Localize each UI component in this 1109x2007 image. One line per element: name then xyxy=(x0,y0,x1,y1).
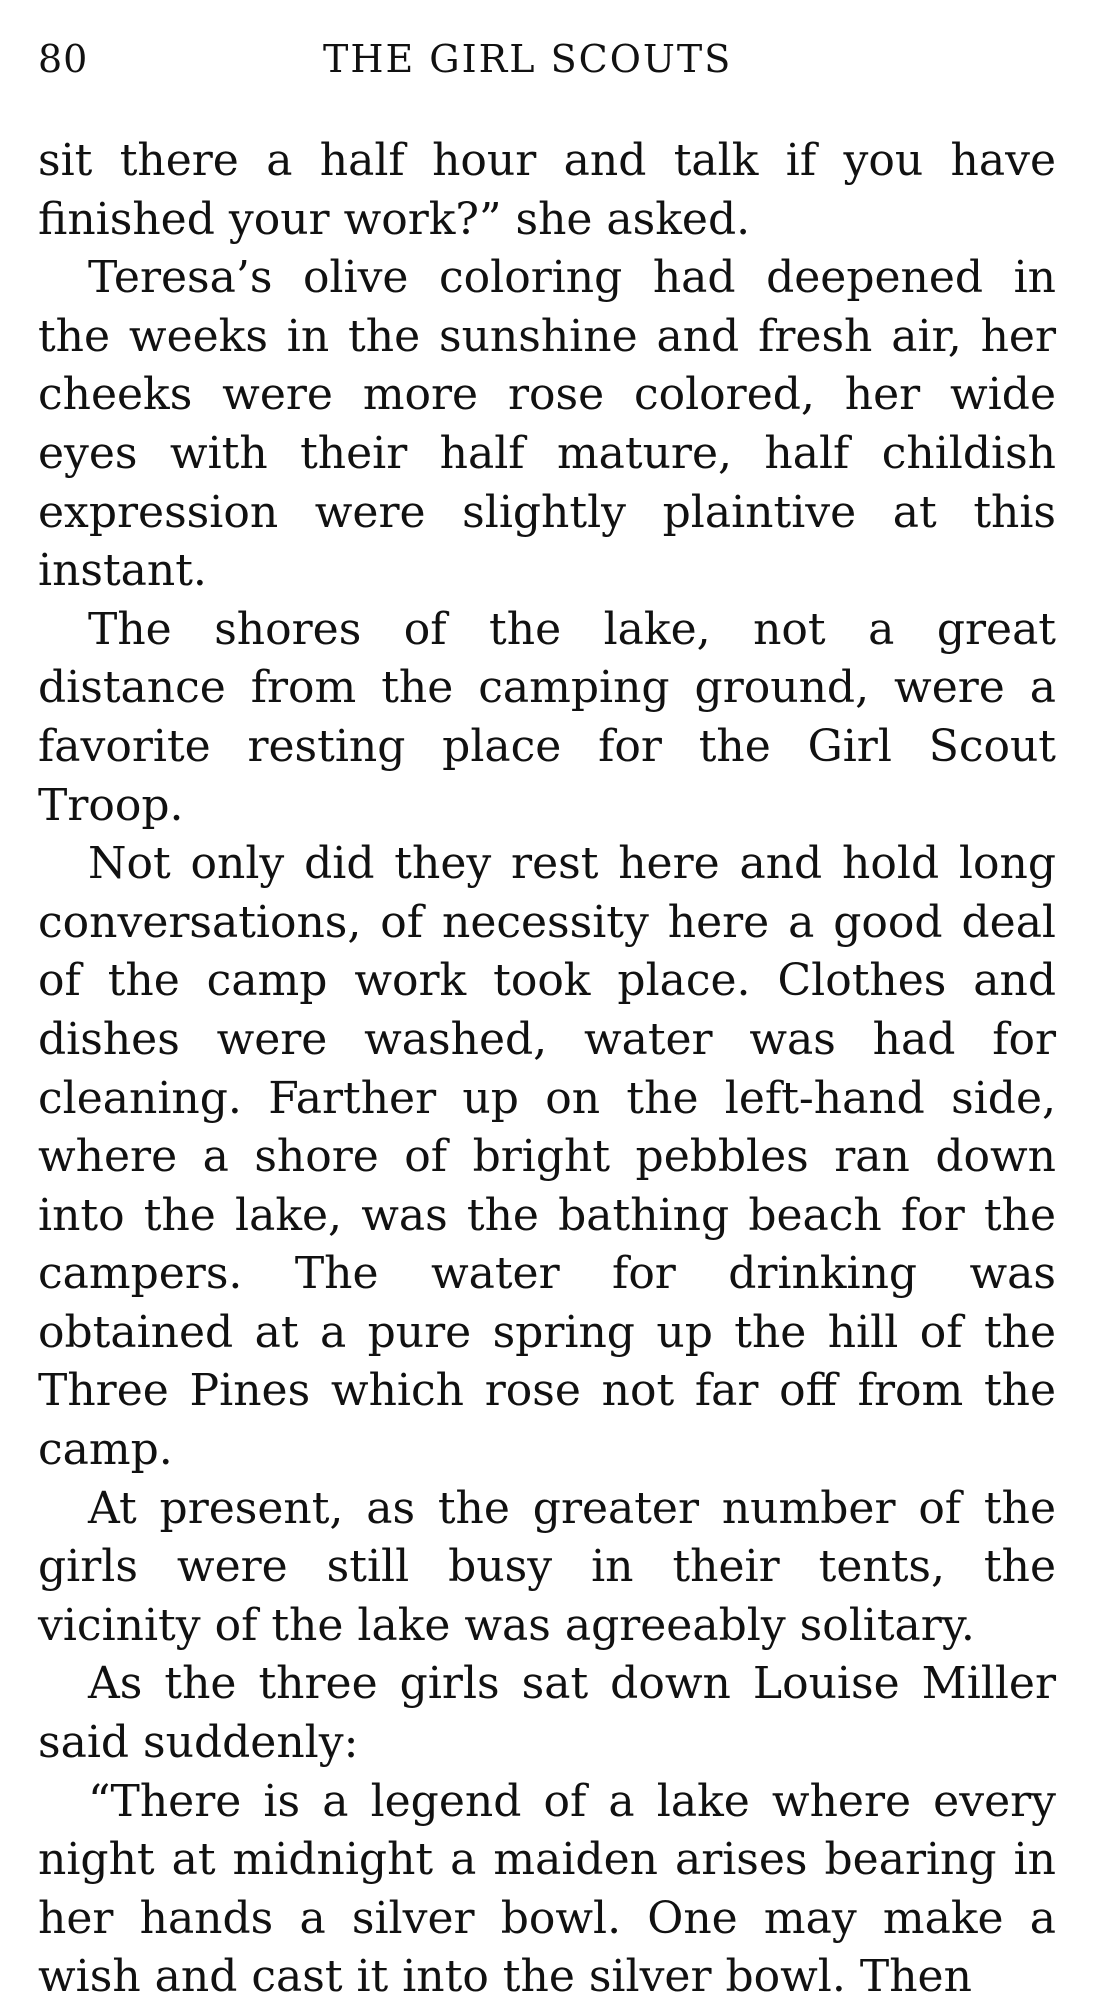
running-head: THE GIRL SCOUTS xyxy=(323,37,733,81)
paragraph-solitary: At present, as the greater number of the girls were still busy in their tents, the vicinity of the lake was agreeably solitary. xyxy=(38,1482,1056,1651)
paragraph-legend: “There is a legend of a lake where every night at midnight a maiden arises bearing in her hands a silver bowl. One may make a wish and cast it into the silver bowl. Then xyxy=(38,1775,1056,2003)
page-header xyxy=(38,34,1058,84)
body-text xyxy=(38,132,1056,2007)
page-number: 80 xyxy=(38,37,89,81)
paragraph-continuation: sit there a half hour and talk if you have finished your work?” she asked. xyxy=(38,135,1056,245)
paragraph-lake-shores: The shores of the lake, not a great distance from the camping ground, were a favorite resting place for the Girl Scout Troop. xyxy=(38,603,1056,831)
paragraph-louise: As the three girls sat down Louise Miller said suddenly: xyxy=(38,1658,1056,1769)
paragraph-camp-work: Not only did they rest here and hold long conversations, of necessity here a good deal of the camp work took place. Clothes and dishes were washed, water was had for cleaning. Farther up on the left-hand side, where a shore of bright pebbles ran down into the lake, was the bathing beach for the campers. The water for drinking was obtained at a pure spring up the hill of the Three Pines which rose not far off from the camp. xyxy=(38,838,1056,1476)
paragraph-teresa: Teresa’s olive coloring had deepened in the weeks in the sunshine and fresh air, her cheeks were more rose colored, her wide eyes with their half mature, half childish expression were slightly plaintive at this instant. xyxy=(38,252,1056,597)
